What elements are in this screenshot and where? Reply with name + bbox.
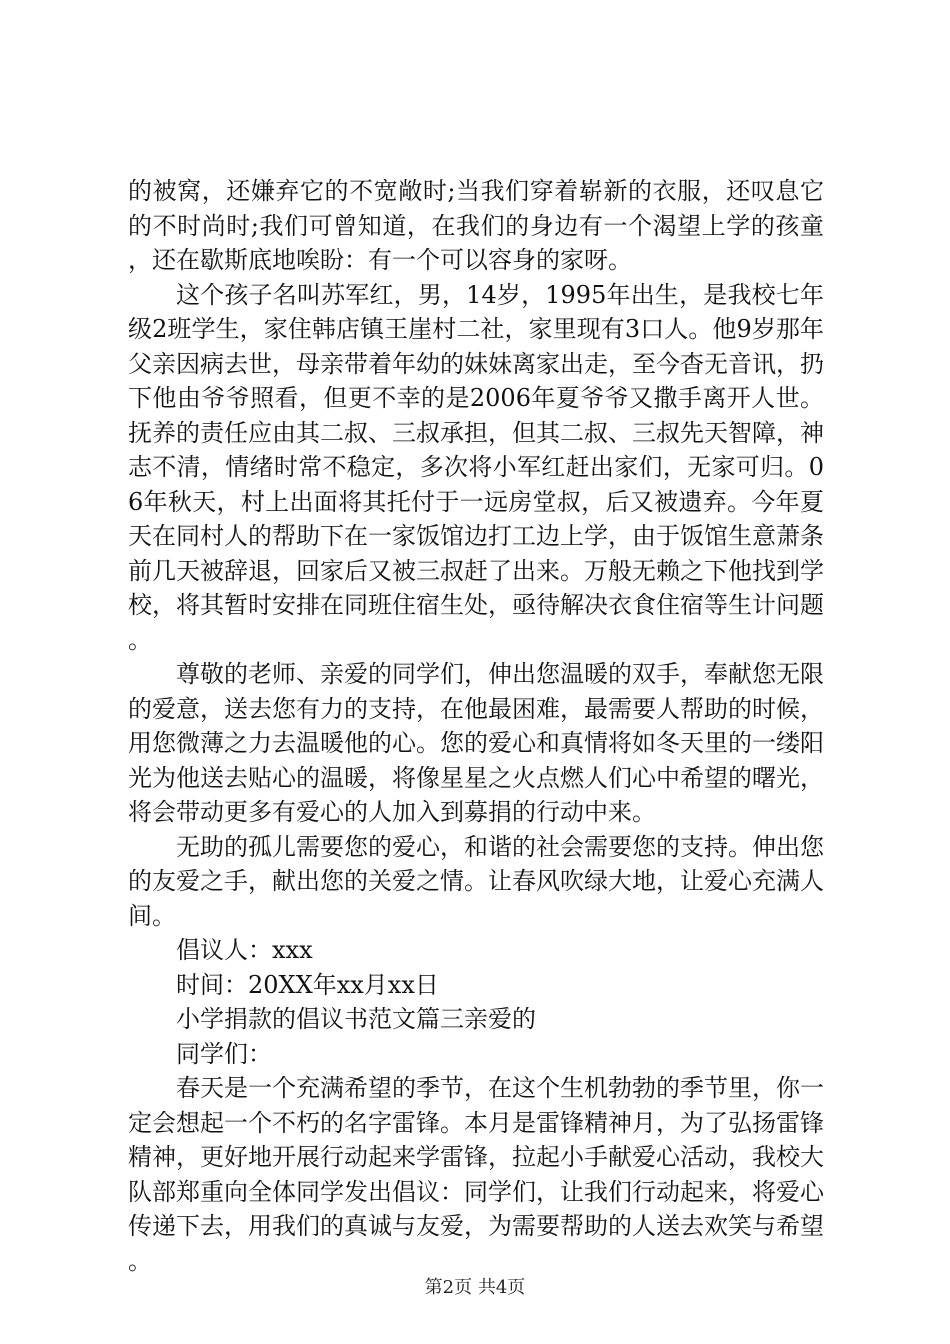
page-footer: 第2页 共4页 <box>424 1277 526 1298</box>
signature-date: 时间：20XX年xx月xx日 <box>176 970 439 999</box>
paragraph-appeal: 尊敬的老师、亲爱的同学们，伸出您温暖的双手，奉献您无限的爱意，送去您有力的支持，在他最困难，最需要人帮助的时候，用您微薄之力去温暖他的心。您的爱心和真情将如冬天里的一缕阳光为他送去贴心的温暖，将像星星之火点燃人们心中希望的曙光，将会带动更多有爱心的人加入到募捐的行动中来。 <box>128 660 824 826</box>
document-body <box>128 174 824 1278</box>
salutation: 同学们： <box>176 1039 272 1068</box>
paragraph-continuation: 的被窝，还嫌弃它的不宽敞时;当我们穿着崭新的衣服，还叹息它的不时尚时;我们可曾知道，在我们的身边有一个渴望上学的孩童，还在歇斯底地唉盼：有一个可以容身的家呀。 <box>128 177 824 274</box>
paragraph-leifeng: 春天是一个充满希望的季节，在这个生机勃勃的季节里，你一定会想起一个不朽的名字雷锋。本月是雷锋精神月，为了弘扬雷锋精神，更好地开展行动起来学雷锋，拉起小手献爱心活动，我校大队部郑重向全体同学发出倡议：同学们，让我们行动起来，将爱心传递下去，用我们的真诚与友爱，为需要帮助的人送去欢笑与希望。 <box>128 1074 824 1275</box>
paragraph-child-story: 这个孩子名叫苏军红，男，14岁，1995年出生，是我校七年级2班学生，家住韩店镇王崖村二社，家里现有3口人。他9岁那年父亲因病去世，母亲带着年幼的妹妹离家出走，至今杳无音讯，扔下他由爷爷照看，但更不幸的是2006年夏爷爷又撒手离开人世。抚养的责任应由其二叔、三叔承担，但其二叔、三叔先天智障，神志不清，情绪时常不稳定，多次将小军红赶出家们，无家可归。06年秋天，村上出面将其托付于一远房堂叔，后又被遗弃。今年夏天在同村人的帮助下在一家饭馆边打工边上学，由于饭馆生意萧条前几天被辞退，回家后又被三叔赶了出来。万般无赖之下他找到学校，将其暂时安排在同班住宿生处，亟待解决衣食住宿等生计问题。 <box>128 280 824 654</box>
section-heading: 小学捐款的倡议书范文篇三亲爱的 <box>176 1005 536 1033</box>
paragraph-closing: 无助的孤儿需要您的爱心，和谐的社会需要您的支持。伸出您的友爱之手，献出您的关爱之情。让春风吹绿大地，让爱心充满人间。 <box>128 832 824 930</box>
signature-initiator: 倡议人：xxx <box>176 936 313 964</box>
